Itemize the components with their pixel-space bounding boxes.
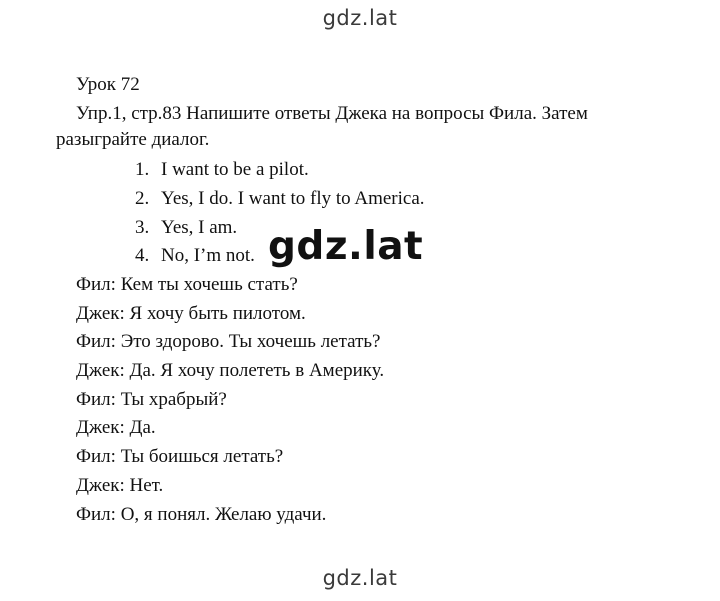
- answer-number: 4.: [135, 245, 150, 266]
- dialogue-line-9: Фил: О, я понял. Желаю удачи.: [76, 504, 327, 525]
- answer-item-4: [135, 243, 255, 269]
- dialogue-line-8: Джек: Нет.: [76, 475, 164, 496]
- exercise-instruction-line2: разыграйте диалог.: [56, 129, 210, 150]
- watermark-center: gdz.lat: [268, 224, 424, 269]
- dialogue-line-1: Фил: Кем ты хочешь стать?: [76, 274, 298, 295]
- answer-item-2: [135, 186, 425, 212]
- watermark-bottom: gdz.lat: [322, 566, 398, 590]
- answer-text: I want to be a pilot.: [161, 159, 309, 180]
- answer-number: 1.: [135, 159, 150, 180]
- dialogue-line-2: Джек: Я хочу быть пилотом.: [76, 303, 306, 324]
- answer-text: Yes, I do. I want to fly to America.: [161, 188, 425, 209]
- exercise-instruction-line1: Упр.1, стр.83 Напишите ответы Джека на вопросы Фила. Затем: [76, 103, 588, 124]
- answer-item-1: [135, 157, 309, 183]
- lesson-title: Урок 72: [76, 74, 140, 95]
- dialogue-line-7: Фил: Ты боишься летать?: [76, 446, 284, 467]
- dialogue-line-4: Джек: Да. Я хочу полететь в Америку.: [76, 360, 385, 381]
- dialogue-line-3: Фил: Это здорово. Ты хочешь летать?: [76, 331, 381, 352]
- dialogue-line-6: Джек: Да.: [76, 417, 156, 438]
- answer-item-3: [135, 215, 237, 241]
- answer-text: Yes, I am.: [161, 217, 238, 238]
- watermark-top: gdz.lat: [322, 6, 398, 30]
- answer-number: 2.: [135, 188, 150, 209]
- dialogue-line-5: Фил: Ты храбрый?: [76, 389, 227, 410]
- answer-number: 3.: [135, 217, 150, 238]
- answer-text: No, I’m not.: [161, 245, 255, 266]
